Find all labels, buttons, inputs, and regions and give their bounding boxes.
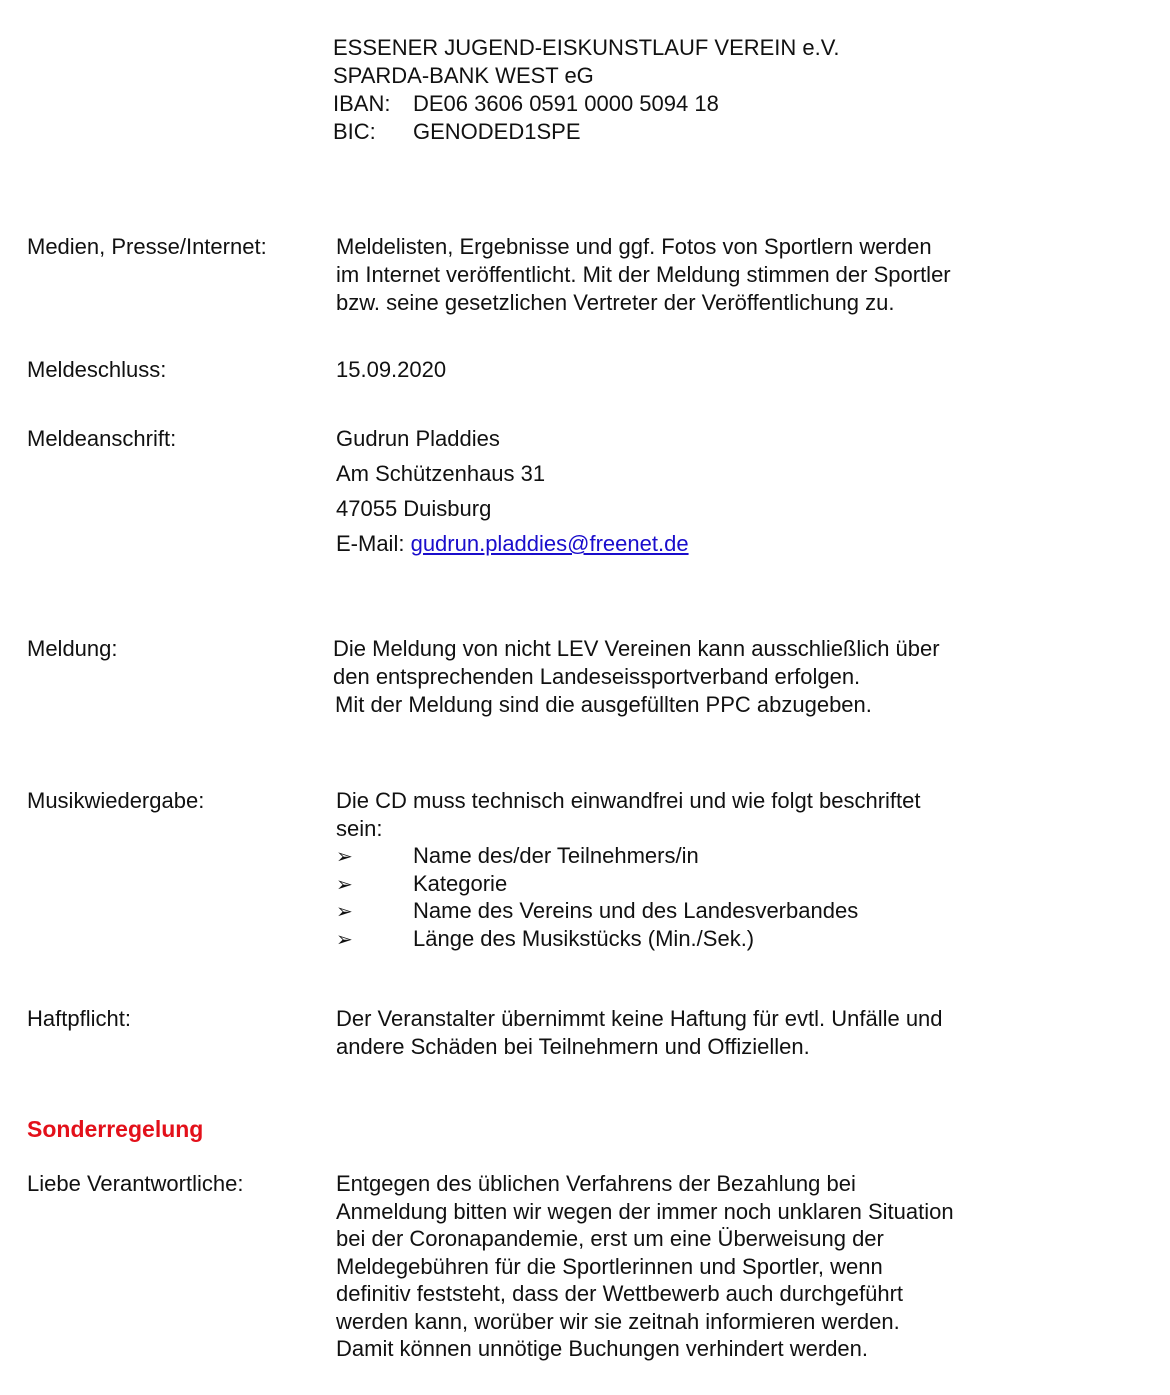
- sonder-line: Anmeldung bitten wir wegen der immer noch unklaren Situation: [336, 1198, 954, 1224]
- medien-line: Meldelisten, Ergebnisse und ggf. Fotos von Sportlern werden: [336, 234, 932, 259]
- bullet-text: Kategorie: [413, 870, 508, 896]
- musik-line: sein:: [336, 815, 383, 841]
- meldeanschrift-label: Meldeanschrift:: [27, 426, 177, 451]
- list-item: [336, 842, 1026, 870]
- haftpflicht-line: Der Veranstalter übernimmt keine Haftung für evtl. Unfälle und: [336, 1006, 943, 1031]
- iban-row: [333, 90, 840, 118]
- iban-value: DE06 3606 0591 0000 5094 18: [413, 91, 719, 116]
- address-email-row: [336, 526, 1026, 561]
- bic-value: GENODED1SPE: [413, 119, 581, 144]
- arrow-bullet-icon: ➢: [336, 873, 353, 896]
- sonderregelung-heading: Sonderregelung: [27, 1116, 204, 1142]
- meldung-text: [333, 635, 1023, 719]
- medien-text: [336, 233, 1026, 317]
- haftpflicht-line: andere Schäden bei Teilnehmern und Offiziellen.: [336, 1034, 810, 1059]
- sonder-line: bei der Coronapandemie, erst um eine Überweisung der: [336, 1226, 884, 1251]
- arrow-bullet-icon: ➢: [336, 901, 353, 923]
- meldeanschrift-address: [336, 421, 1026, 561]
- meldung-line: Mit der Meldung sind die ausgefüllten PPC abzugeben.: [335, 692, 872, 717]
- sonder-label: Liebe Verantwortliche:: [27, 1171, 244, 1196]
- bank-name: SPARDA-BANK WEST eG: [333, 63, 594, 88]
- meldeschluss-value: 15.09.2020: [336, 357, 447, 382]
- address-street: Am Schützenhaus 31: [336, 461, 546, 486]
- bic-row: [333, 118, 840, 146]
- meldung-line: den entsprechenden Landeseissportverband erfolgen.: [333, 664, 861, 689]
- haftpflicht-text: [336, 1005, 1026, 1061]
- musik-text: [336, 787, 1026, 952]
- sonder-line: Meldegebühren für die Sportlerinnen und Sportler, wenn: [336, 1253, 883, 1279]
- musik-line: Die CD muss technisch einwandfrei und wie folgt beschriftet: [336, 788, 921, 813]
- medien-line: bzw. seine gesetzlichen Vertreter der Veröffentlichung zu.: [336, 290, 895, 315]
- musik-bullet-list: [336, 842, 1026, 952]
- bullet-text: Name des/der Teilnehmers/in: [413, 843, 699, 868]
- haftpflicht-label: Haftpflicht:: [27, 1006, 131, 1031]
- list-item: [336, 897, 1026, 925]
- arrow-bullet-icon: ➢: [336, 928, 353, 951]
- bank-details: [333, 34, 840, 146]
- meldeschluss-label: Meldeschluss:: [27, 357, 167, 382]
- musik-label: Musikwiedergabe:: [27, 788, 205, 813]
- bullet-text: Länge des Musikstücks (Min./Sek.): [413, 925, 755, 951]
- meldung-line: Die Meldung von nicht LEV Vereinen kann ausschließlich über: [333, 636, 940, 661]
- sonder-line: werden kann, worüber wir sie zeitnah informieren werden.: [336, 1308, 900, 1334]
- club-name: ESSENER JUGEND-EISKUNSTLAUF VEREIN e.V.: [333, 35, 840, 60]
- email-link[interactable]: gudrun.pladdies@freenet.de: [410, 531, 689, 556]
- sonder-line: Entgegen des üblichen Verfahrens der Bezahlung bei: [336, 1171, 856, 1196]
- list-item: [336, 870, 1026, 898]
- list-item: [336, 925, 1026, 953]
- sonder-text: [336, 1170, 1026, 1363]
- medien-label: Medien, Presse/Internet:: [27, 234, 267, 259]
- address-city: 47055 Duisburg: [336, 496, 492, 521]
- address-name: Gudrun Pladdies: [336, 426, 500, 451]
- iban-label: IBAN:: [333, 91, 391, 116]
- meldung-label: Meldung:: [27, 636, 118, 661]
- bic-label: BIC:: [333, 119, 376, 144]
- bullet-text: Name des Vereins und des Landesverbandes: [413, 898, 859, 923]
- email-label: E-Mail:: [336, 531, 405, 556]
- sonder-line: Damit können unnötige Buchungen verhindert werden.: [336, 1336, 869, 1361]
- arrow-bullet-icon: ➢: [336, 846, 353, 868]
- sonder-line: definitiv feststeht, dass der Wettbewerb auch durchgeführt: [336, 1281, 904, 1306]
- medien-line: im Internet veröffentlicht. Mit der Meldung stimmen der Sportler: [336, 262, 951, 287]
